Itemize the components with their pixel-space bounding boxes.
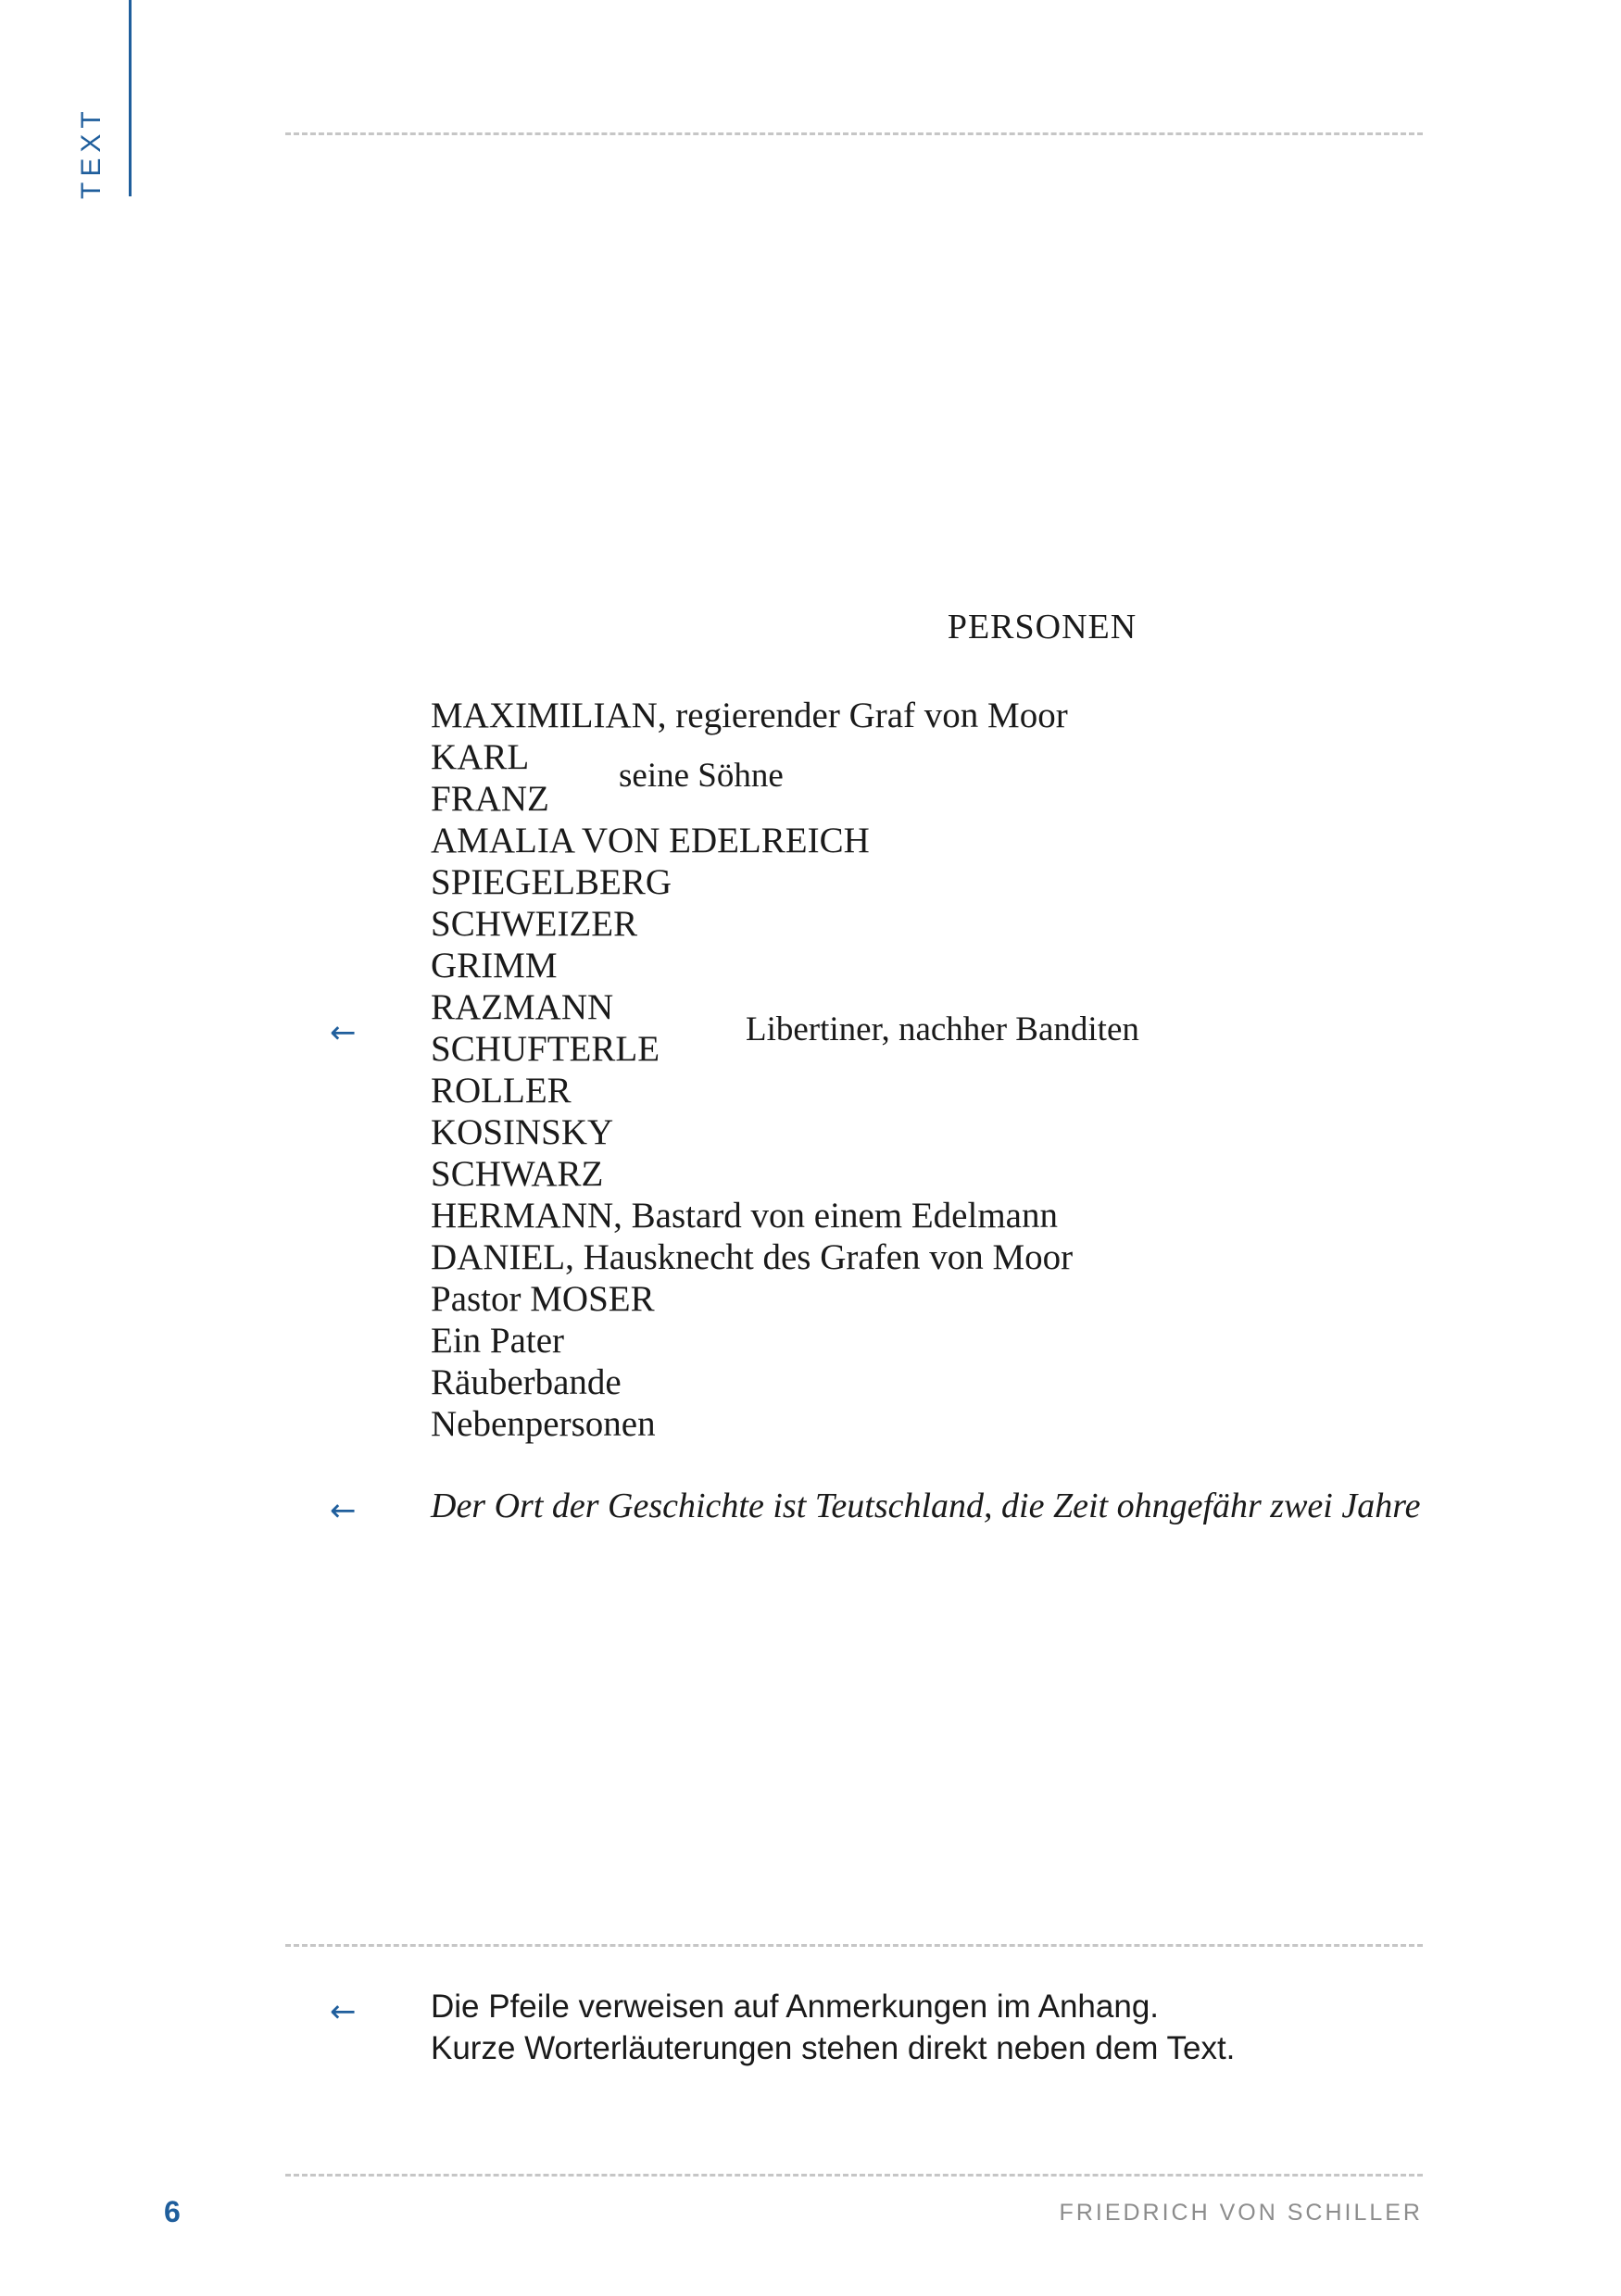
bottom-dashed-rule	[285, 2174, 1423, 2177]
page-heading	[0, 607, 1621, 647]
person-franz: FRANZ	[431, 779, 549, 819]
group-note-libertines: Libertiner, nachher Banditen	[746, 1010, 1139, 1048]
person-grimm: GRIMM	[431, 946, 558, 985]
person-amalia: AMALIA VON EDELREICH	[431, 821, 870, 860]
running-title: FRIEDRICH VON SCHILLER	[1059, 2200, 1423, 2226]
side-tab-rule	[129, 0, 132, 196]
person-pater: Ein Pater	[431, 1321, 565, 1361]
person-spiegelberg: SPIEGELBERG	[431, 862, 672, 902]
person-karl: KARL	[431, 737, 530, 777]
person-roller: ROLLER	[431, 1071, 572, 1110]
person-schwarz: SCHWARZ	[431, 1154, 604, 1194]
person-kosinsky: KOSINSKY	[431, 1112, 614, 1152]
footnote-line-1: Die Pfeile verweisen auf Anmerkungen im Anhang.	[431, 1989, 1160, 2025]
side-tab-label: TEXT	[76, 106, 107, 199]
arrow-footnote	[431, 1986, 1235, 2069]
person-razmann: RAZMANN	[431, 987, 614, 1027]
annotation-arrow-icon[interactable]: ←	[330, 1014, 357, 1051]
person-nebenpersonen: Nebenpersonen	[431, 1404, 656, 1444]
annotation-arrow-icon[interactable]: ←	[330, 1492, 357, 1529]
page-number: 6	[164, 2195, 181, 2228]
person-daniel: DANIEL, Hausknecht des Grafen von Moor	[431, 1237, 1074, 1277]
top-dashed-rule	[285, 132, 1423, 135]
footnote-line-2: Kurze Worterläuterungen stehen direkt neben dem Text.	[431, 2030, 1236, 2066]
annotation-arrow-icon: ←	[330, 1993, 357, 2030]
heading-text: PERSONEN	[947, 608, 1137, 646]
person-moser: Pastor MOSER	[431, 1279, 655, 1319]
lower-dashed-rule	[285, 1944, 1423, 1947]
person-hermann: HERMANN, Bastard von einem Edelmann	[431, 1196, 1058, 1236]
person-schufterle: SCHUFTERLE	[431, 1029, 660, 1069]
person-raeuberbande: Räuberbande	[431, 1362, 622, 1402]
person-schweizer: SCHWEIZER	[431, 904, 638, 944]
place-time-note: Der Ort der Geschichte ist Teutschland, die Zeit ohngefähr zwei Jahre	[431, 1487, 1421, 1525]
group-note-sons: seine Söhne	[619, 757, 784, 795]
person-maximilian: MAXIMILIAN, regierender Graf von Moor	[431, 696, 1068, 735]
